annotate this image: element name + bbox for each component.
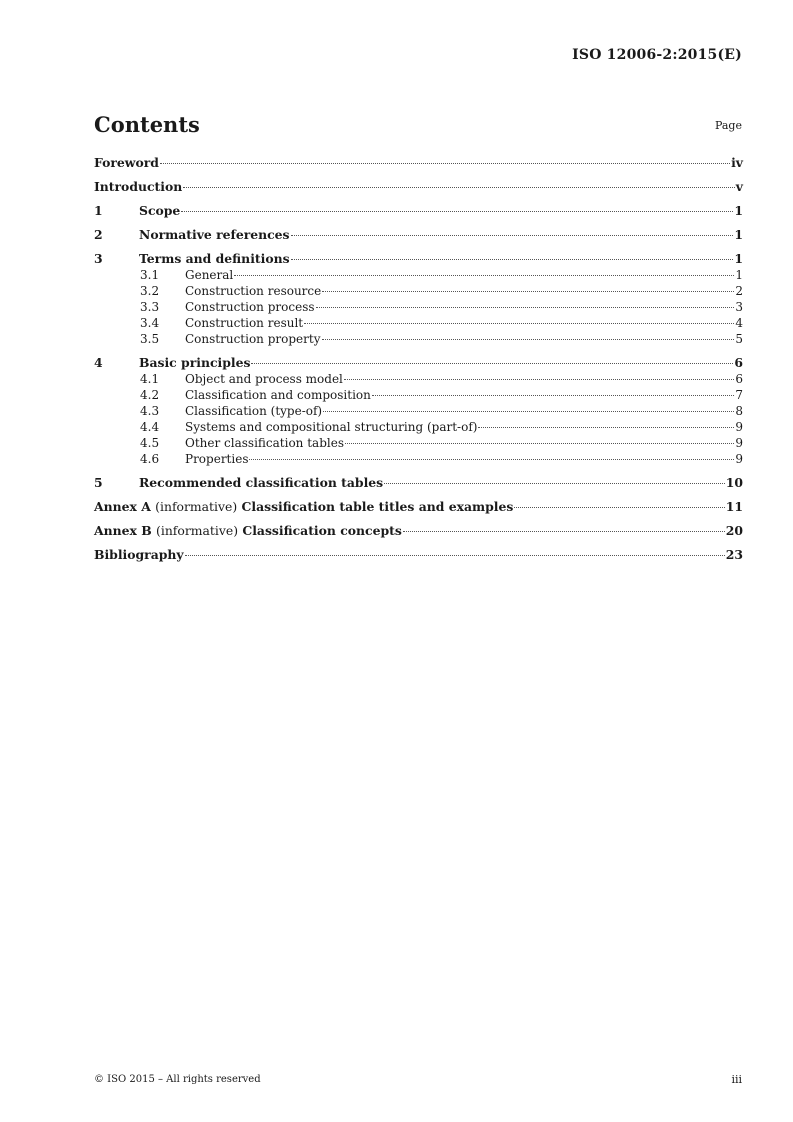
- toc-entry-annex-a[interactable]: [94, 499, 743, 515]
- toc-title: Bibliography: [94, 547, 184, 562]
- dot-leader: [478, 427, 734, 428]
- toc-title: Construction resource: [185, 284, 322, 298]
- toc-page: 1: [734, 251, 743, 266]
- dot-leader: [160, 163, 730, 164]
- toc-number: 4.4: [140, 420, 160, 434]
- toc-title: Other classification tables: [185, 436, 344, 450]
- toc-title: Terms and definitions: [139, 251, 290, 266]
- dot-leader: [323, 411, 734, 412]
- toc-title: Normative references: [139, 227, 290, 242]
- toc-number: 2: [94, 227, 103, 242]
- toc-title: Construction process: [185, 300, 315, 314]
- toc-page: 9: [735, 420, 743, 434]
- dot-leader: [234, 275, 734, 276]
- toc-number: 4.1: [140, 372, 160, 386]
- toc-title: Scope: [139, 203, 181, 218]
- toc-title: Properties: [185, 452, 249, 466]
- toc-entry-annex-b[interactable]: [94, 523, 743, 539]
- toc-page: 2: [735, 284, 743, 298]
- toc-subentry-3-3[interactable]: [94, 299, 743, 315]
- toc-title: Introduction: [94, 179, 183, 194]
- toc-number: 3.4: [140, 316, 160, 330]
- toc-page: 7: [735, 388, 743, 402]
- toc-entry-normative-references[interactable]: [94, 227, 743, 243]
- dot-leader: [344, 379, 734, 380]
- dot-leader: [183, 187, 735, 188]
- dot-leader: [251, 363, 733, 364]
- toc-subentry-4-1[interactable]: [94, 371, 743, 387]
- toc-subentry-3-5[interactable]: [94, 331, 743, 347]
- toc-title: Recommended classification tables: [139, 475, 384, 490]
- toc-subentry-4-2[interactable]: [94, 387, 743, 403]
- toc-title: Classification and composition: [185, 388, 371, 402]
- toc-title: General: [185, 268, 234, 282]
- toc-entry-scope[interactable]: [94, 203, 743, 219]
- toc-number: 4.2: [140, 388, 160, 402]
- toc-page: 11: [725, 499, 743, 514]
- annex-title: Classification table titles and examples: [241, 499, 514, 514]
- dot-leader: [304, 323, 734, 324]
- toc-page: v: [735, 179, 743, 194]
- toc-number: 4: [94, 355, 103, 370]
- toc-number: 3.5: [140, 332, 160, 346]
- dot-leader: [372, 395, 735, 396]
- toc-title: Classification (type-of): [185, 404, 323, 418]
- toc-page: iv: [731, 155, 743, 170]
- table-of-contents: [94, 155, 743, 563]
- page-number: iii: [731, 1073, 742, 1086]
- toc-page: 20: [725, 523, 743, 538]
- toc-title: Object and process model: [185, 372, 343, 386]
- toc-title: Construction result: [185, 316, 304, 330]
- toc-subentry-3-1[interactable]: [94, 267, 743, 283]
- dot-leader: [181, 211, 733, 212]
- toc-page: 5: [735, 332, 743, 346]
- dot-leader: [185, 555, 725, 556]
- toc-subentry-4-4[interactable]: [94, 419, 743, 435]
- toc-subentry-4-6[interactable]: [94, 451, 743, 467]
- dot-leader: [514, 507, 724, 508]
- toc-number: 4.5: [140, 436, 160, 450]
- toc-title: Construction property: [185, 332, 321, 346]
- toc-subentry-4-3[interactable]: [94, 403, 743, 419]
- toc-page: 9: [735, 452, 743, 466]
- toc-page: 9: [735, 436, 743, 450]
- dot-leader: [291, 259, 734, 260]
- toc-page: 6: [734, 355, 743, 370]
- copyright-notice: © ISO 2015 – All rights reserved: [94, 1074, 261, 1085]
- toc-number: 3.1: [140, 268, 160, 282]
- toc-number: 3.2: [140, 284, 160, 298]
- toc-subentry-3-4[interactable]: [94, 315, 743, 331]
- toc-title: [94, 499, 513, 515]
- dot-leader: [322, 291, 734, 292]
- toc-title: Systems and compositional structuring (part-of): [185, 420, 478, 434]
- annex-status: (informative): [155, 499, 238, 514]
- dot-leader: [249, 459, 734, 460]
- toc-page: 8: [735, 404, 743, 418]
- toc-page: 3: [735, 300, 743, 314]
- toc-entry-terms-and-definitions[interactable]: [94, 251, 743, 267]
- dot-leader: [316, 307, 735, 308]
- toc-entry-introduction[interactable]: [94, 179, 743, 195]
- toc-title: Basic principles: [139, 355, 251, 370]
- toc-number: 4.6: [140, 452, 160, 466]
- toc-page: 4: [735, 316, 743, 330]
- toc-entry-recommended-classification-tables[interactable]: [94, 475, 743, 491]
- annex-status: (informative): [156, 523, 239, 538]
- dot-leader: [403, 531, 725, 532]
- toc-page: 23: [725, 547, 743, 562]
- annex-label: Annex B: [94, 523, 152, 538]
- toc-entry-foreword[interactable]: [94, 155, 743, 171]
- toc-page: 1: [734, 203, 743, 218]
- toc-entry-basic-principles[interactable]: [94, 355, 743, 371]
- toc-number: 1: [94, 203, 103, 218]
- contents-heading: Contents: [94, 112, 200, 137]
- toc-number: 5: [94, 475, 103, 490]
- toc-page: 10: [725, 475, 743, 490]
- toc-page: 1: [734, 227, 743, 242]
- toc-subentry-4-5[interactable]: [94, 435, 743, 451]
- dot-leader: [291, 235, 734, 236]
- toc-page: 6: [735, 372, 743, 386]
- toc-title: Foreword: [94, 155, 159, 170]
- page-column-label: Page: [714, 119, 742, 132]
- running-header: ISO 12006-2:2015(E): [572, 47, 742, 63]
- annex-label: Annex A: [94, 499, 151, 514]
- toc-number: 3: [94, 251, 103, 266]
- annex-title: Classification concepts: [242, 523, 402, 538]
- toc-entry-bibliography[interactable]: [94, 547, 743, 563]
- toc-number: 4.3: [140, 404, 160, 418]
- dot-leader: [345, 443, 734, 444]
- toc-subentry-3-2[interactable]: [94, 283, 743, 299]
- toc-page: 1: [735, 268, 743, 282]
- dot-leader: [322, 339, 735, 340]
- toc-number: 3.3: [140, 300, 160, 314]
- toc-title: [94, 523, 402, 539]
- dot-leader: [384, 483, 725, 484]
